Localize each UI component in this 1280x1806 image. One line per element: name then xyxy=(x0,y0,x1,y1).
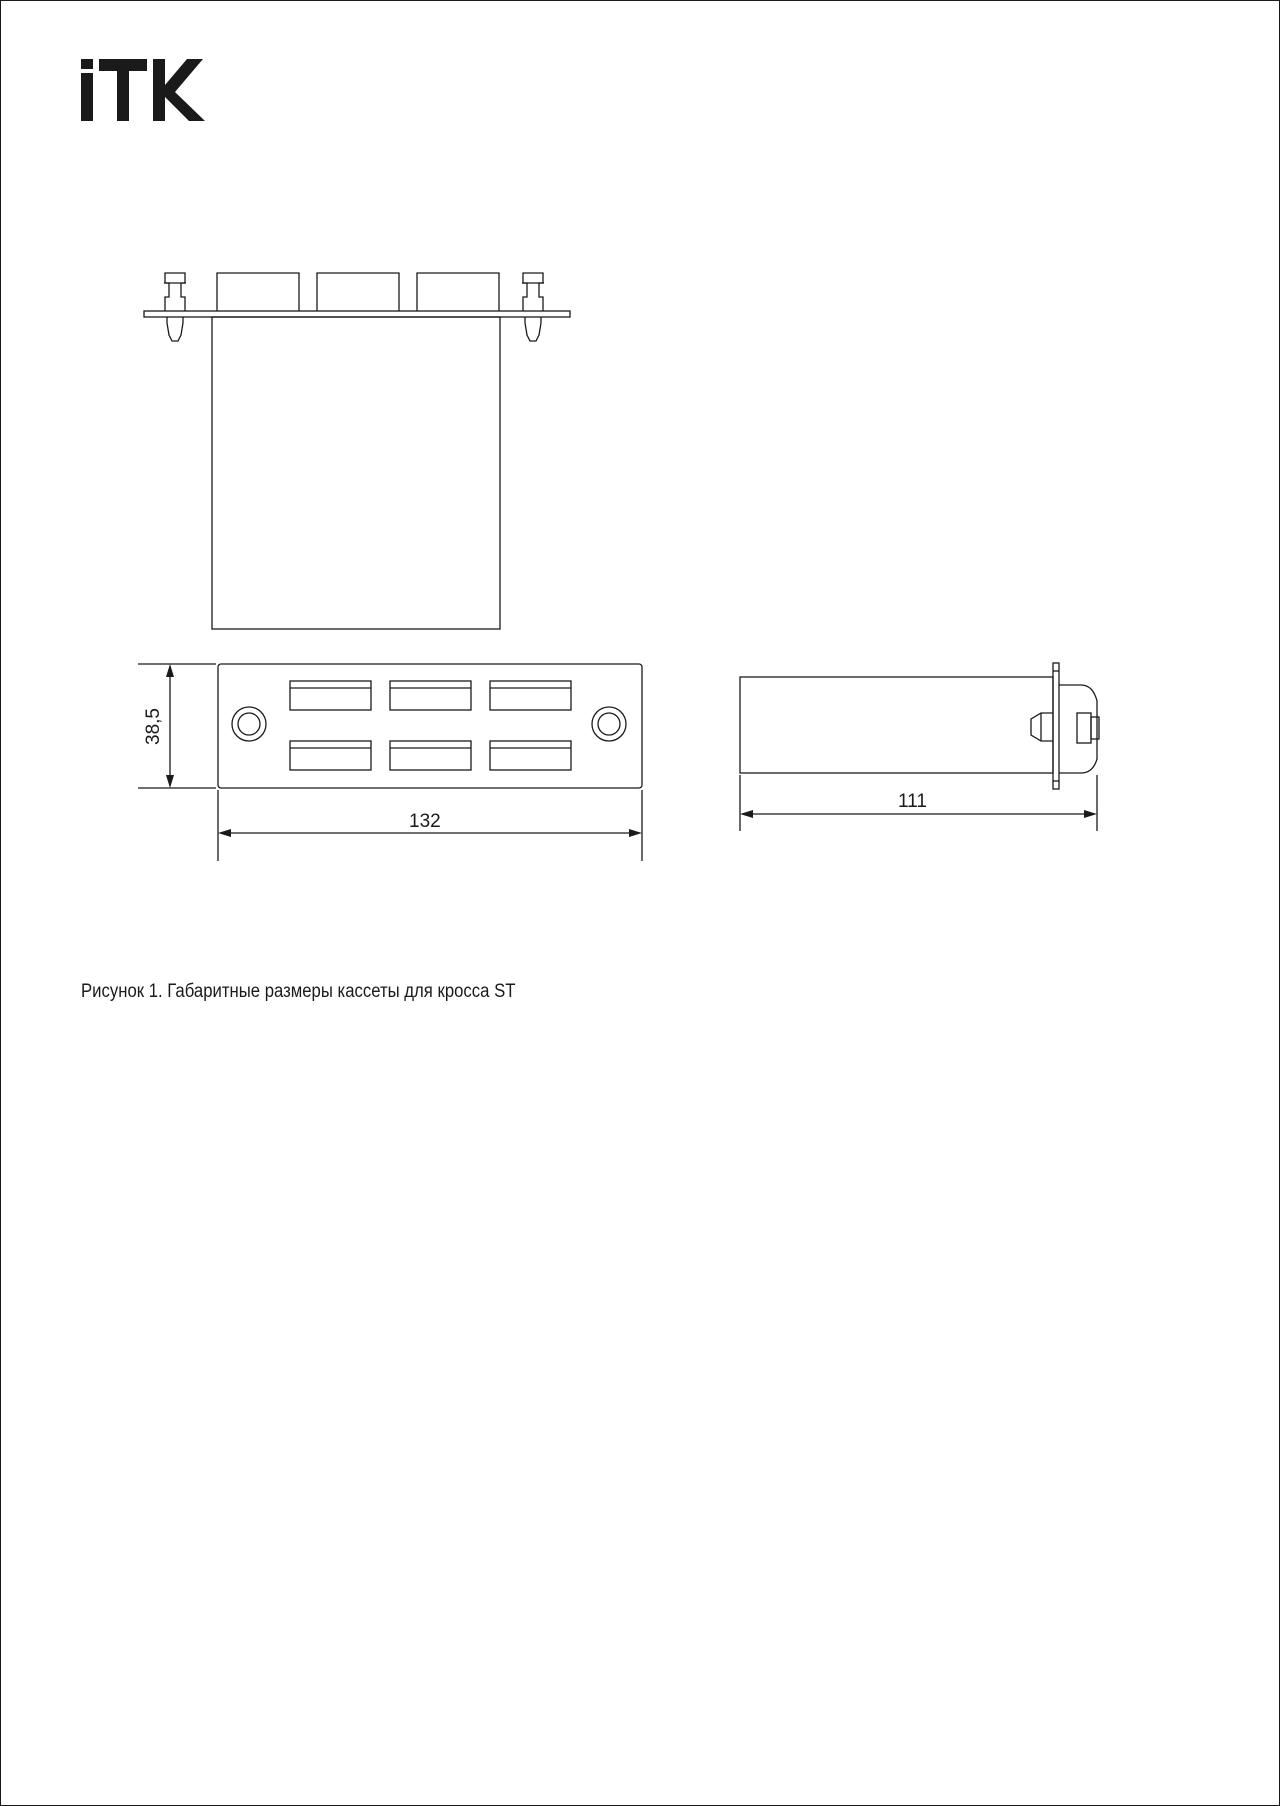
dimension-label-width: 132 xyxy=(409,811,441,832)
figure-caption: Рисунок 1. Габаритные размеры кассеты для кросса ST xyxy=(81,981,516,1002)
dimension-label-height: 38,5 xyxy=(143,708,164,745)
side-view xyxy=(740,663,1099,789)
cassette-drawing xyxy=(1,1,1280,961)
front-view xyxy=(218,664,642,788)
top-view xyxy=(144,273,570,629)
dimension-label-depth: 111 xyxy=(898,791,927,812)
